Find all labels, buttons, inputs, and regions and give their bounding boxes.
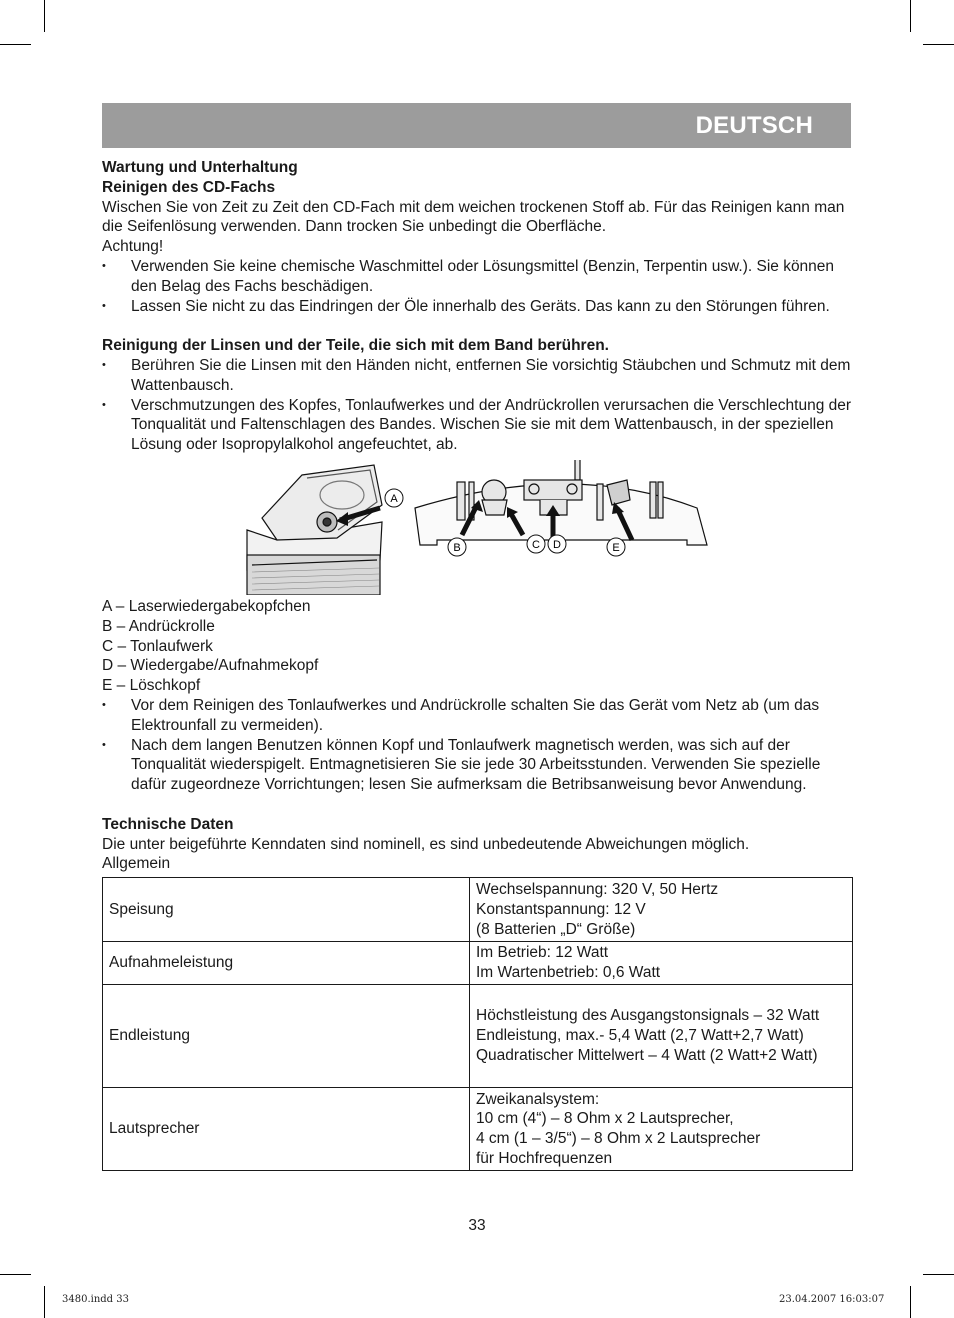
label-c: C [532,538,540,551]
legend-item: E – Löschkopf [102,677,201,695]
page-number: 33 [468,1217,486,1234]
specs-intro: Die unter beigeführte Kenndaten sind nominell, es sind unbedeutende Abweichungen möglich. [102,835,750,853]
crop-mark [44,0,45,32]
list-item: • Verschmutzungen des Kopfes, Tonlaufwerkes und der Andrückrollen verursachen die Verschlechtung der Tonqualität und Faltenschlagen des Bandes. Wischen Sie sie mit dem Wattenbausch, in der speziellen Lösung oder Isopropylalkohol angefeuchtet, ab. [102,396,852,455]
cd-cleaning-text: Wischen Sie von Zeit zu Zeit den CD-Fach mit dem weichen trockenen Stoff ab. Für das Reinigen kann man die Seifenlösung verwenden. Dann trocken Sie unbedingt die Oberfläche. [102,198,845,236]
crop-mark [910,0,911,32]
legend-item: A – Laserwiedergabekopfchen [102,597,311,615]
label-b: B [453,541,461,554]
spec-key: Lautsprecher [103,1088,470,1171]
cd-cleaning-subheading: Reinigen des CD-Fachs [102,178,276,196]
tape-deck-illustration [415,460,707,545]
crop-mark [0,44,31,45]
specs-general: Allgemein [102,855,171,873]
list-item: • Lassen Sie nicht zu das Eindringen der Öle innerhalb des Geräts. Das kann zu den Störungen führen. [102,297,852,317]
spec-key: Aufnahmeleistung [103,942,470,985]
crop-mark [923,44,954,45]
label-d: D [553,538,561,551]
attention-list [102,257,852,316]
table-row [103,878,853,942]
list-item: • Vor dem Reinigen des Tonlaufwerkes und Andrückrolle schalten Sie das Gerät vom Netz ab (um das Elektrounfall zu vermeiden). [102,696,852,736]
list-item: • Verwenden Sie keine chemische Waschmittel oder Lösungsmittel (Benzin, Terpentin usw.). Sie können den Belag des Fachs beschädigen. [102,257,852,297]
specs-heading: Technische Daten [102,815,234,833]
label-e: E [612,541,620,554]
attention-label: Achtung! [102,238,164,256]
crop-mark [0,1274,31,1275]
spec-value: Im Betrieb: 12 Watt Im Wartenbetrieb: 0,6 Watt [470,942,853,985]
table-row [103,1088,853,1171]
table-row [103,942,853,985]
spec-value: Wechselspannung: 320 V, 50 Hertz Konstantspannung: 12 V (8 Batterien „D“ Größe) [470,878,853,942]
spec-key: Speisung [103,878,470,942]
specs-table [102,877,853,1171]
tape-cleaning-list [102,696,852,795]
label-a: A [390,492,398,505]
table-row [103,985,853,1088]
cleaning-diagram [102,460,852,595]
legend-item: C – Tonlaufwerk [102,637,213,655]
footer-datetime: 23.04.2007 16:03:07 [779,1294,885,1305]
legend-item: B – Andrückrolle [102,617,215,635]
legend-item: D – Wiedergabe/Aufnahmekopf [102,657,319,675]
page-content [102,158,852,1171]
list-item: • Nach dem langen Benutzen können Kopf und Tonlaufwerk magnetisch werden, was sich auf der Tonqualität wiederspigelt. Entmagnetisieren Sie sie jede 30 Arbeitsstunden. Verwenden Sie spezielle dafür zugeordneze Vorrichtungen; lesen Sie aufmerksam die Betribsanweisung bevor Anwendung. [102,736,852,795]
crop-mark [910,1286,911,1318]
spec-value: Zweikanalsystem: 10 cm (4“) – 8 Ohm x 2 Lautsprecher, 4 cm (1 – 3/5“) – 8 Ohm x 2 Lautsprecher für Hochfrequenzen [470,1088,853,1171]
spec-key: Endleistung [103,985,470,1088]
language-title: DEUTSCH [695,112,813,139]
list-item: • Berühren Sie die Linsen mit den Händen nicht, entfernen Sie vorsichtig Stäubchen und Schmutz mit dem Wattenbausch. [102,356,852,396]
spec-value: Höchstleistung des Ausgangstonsignals – 32 Watt Endleistung, max.- 5,4 Watt (2,7 Watt+2,7 Watt) Quadratischer Mittelwert – 4 Watt (2 Watt+2 Watt) [470,985,853,1088]
cd-player-illustration [247,465,382,595]
lens-cleaning-list [102,356,852,455]
crop-mark [44,1286,45,1318]
footer-file: 3480.indd 33 [62,1294,129,1305]
lens-cleaning-heading: Reinigung der Linsen und der Teile, die sich mit dem Band berühren. [102,337,609,355]
crop-mark [923,1274,954,1275]
maintenance-heading: Wartung und Unterhaltung [102,159,298,176]
language-header-bar [102,103,851,148]
